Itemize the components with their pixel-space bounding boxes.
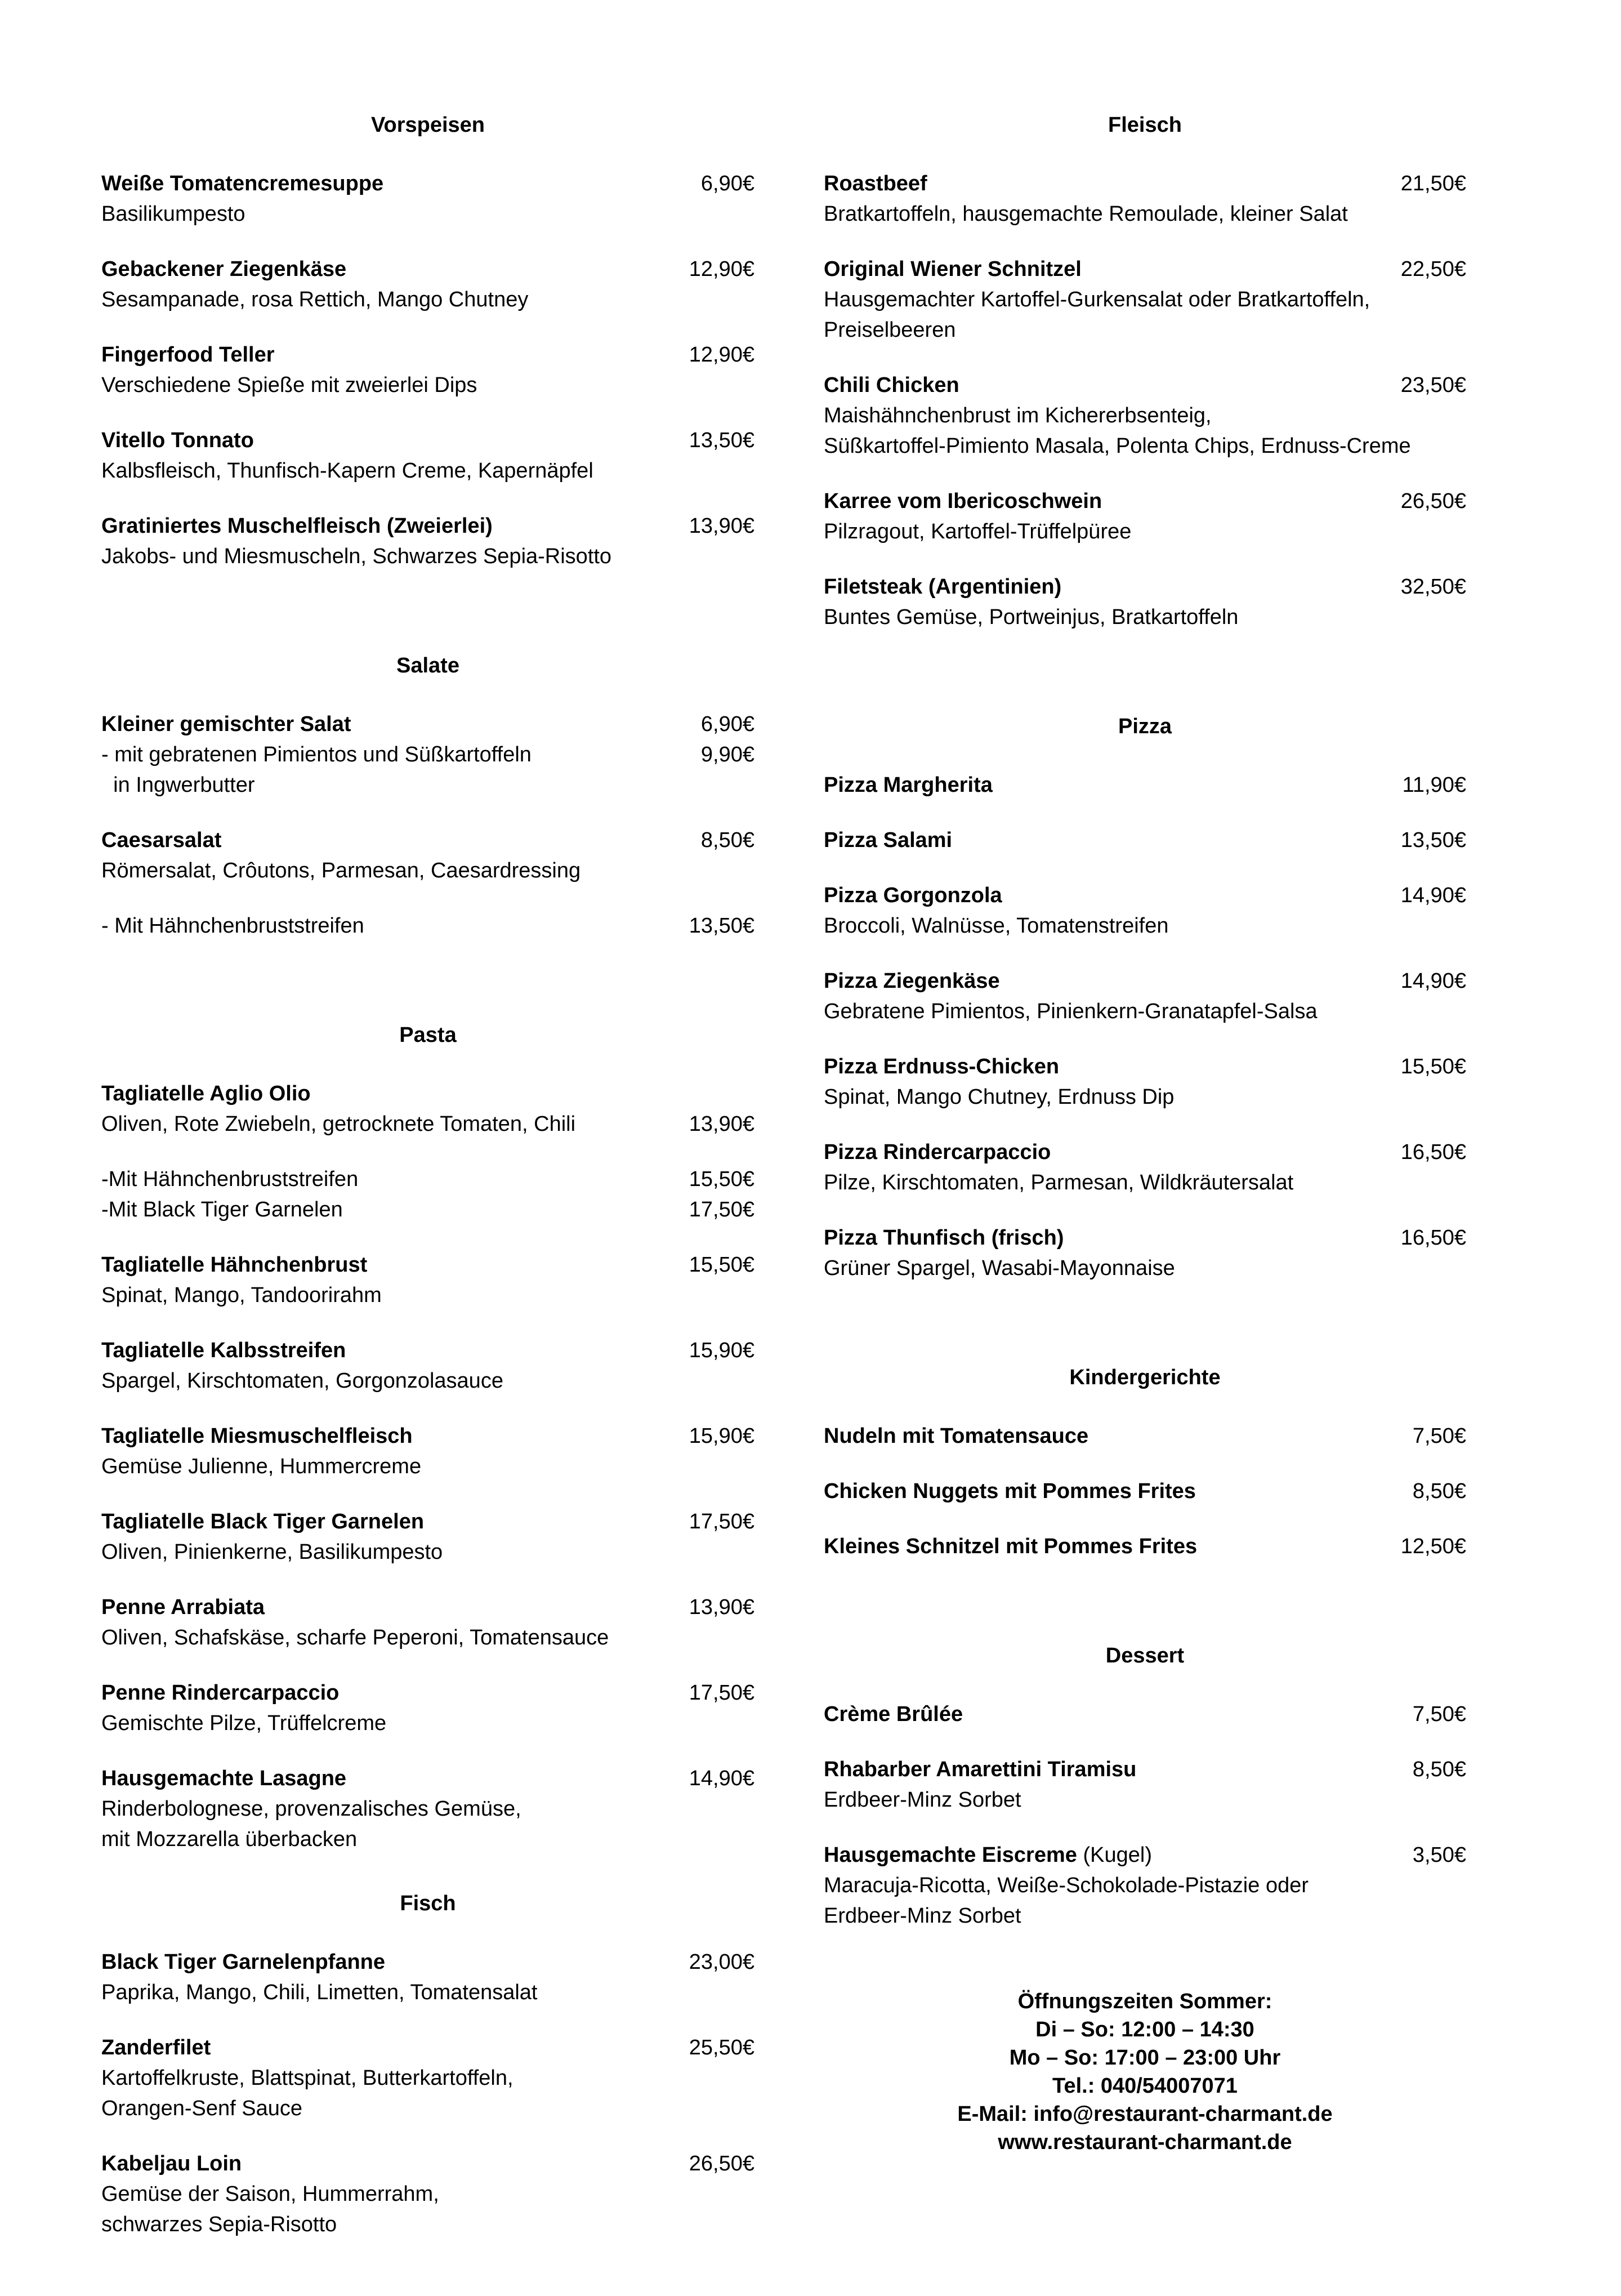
item-description: schwarzes Sepia-Risotto [101, 2213, 337, 2236]
item-description-row [101, 855, 754, 886]
item-description: Sesampanade, rosa Rettich, Mango Chutney [101, 288, 529, 311]
item-title-row [101, 1421, 754, 1451]
item-name: Gebackener Ziegenkäse [101, 257, 347, 281]
item-title-row [101, 1678, 754, 1708]
email-text[interactable]: E-Mail: info@restaurant-charmant.de [957, 2102, 1333, 2126]
item-title-row [824, 1699, 1466, 1729]
menu-item [101, 1164, 754, 1225]
item-description: Oliven, Rote Zwiebeln, getrocknete Tomaten, Chili [101, 1112, 576, 1136]
item-description: - Mit Hähnchenbruststreifen [101, 914, 364, 938]
item-price: 8,50€ [700, 828, 754, 852]
item-name: Pizza Thunfisch (frisch) [824, 1226, 1064, 1250]
item-name: Filetsteak (Argentinien) [824, 575, 1062, 599]
item-price: 6,90€ [700, 712, 754, 736]
menu-item [101, 1078, 754, 1139]
item-description: Kalbsfleisch, Thunfisch-Kapern Creme, Kapernäpfel [101, 459, 593, 483]
item-price: 15,50€ [1400, 1055, 1466, 1078]
item-price: 14,90€ [689, 1767, 754, 1790]
item-description-row [824, 911, 1466, 941]
item-description-row [824, 1870, 1466, 1901]
item-description-row [101, 541, 754, 572]
item-description: Maracuja-Ricotta, Weiße-Schokolade-Pistazie oder [824, 1874, 1309, 1897]
section-pizza [824, 711, 1466, 1283]
item-price: 17,50€ [689, 1681, 754, 1705]
item-name: Original Wiener Schnitzel [824, 257, 1082, 281]
menu-item [101, 2032, 754, 2124]
item-description-row [824, 1785, 1466, 1815]
item-price: 23,00€ [689, 1950, 754, 1974]
item-description: Hausgemachter Kartoffel-Gurkensalat oder Bratkartoffeln, [824, 288, 1370, 311]
item-price: 12,90€ [689, 257, 754, 281]
item-title-row [824, 825, 1466, 855]
item-description: Spargel, Kirschtomaten, Gorgonzolasauce [101, 1369, 503, 1393]
menu-item [824, 254, 1466, 345]
item-description-row [101, 2063, 754, 2093]
item-price: 17,50€ [689, 1198, 754, 1221]
item-price: 8,50€ [1412, 1479, 1466, 1503]
section-heading: Pizza [1118, 715, 1172, 738]
item-title-row [101, 425, 754, 456]
item-description-row [101, 1164, 754, 1194]
menu-item [824, 486, 1466, 547]
item-description: -Mit Black Tiger Garnelen [101, 1198, 343, 1221]
section-heading: Salate [396, 654, 459, 677]
item-name: Fingerfood Teller [101, 343, 275, 367]
item-description-row [101, 1451, 754, 1482]
item-name: Karree vom Ibericoschwein [824, 489, 1102, 513]
menu-item [824, 825, 1466, 855]
menu-item [824, 1223, 1466, 1283]
item-description: Basilikumpesto [101, 202, 245, 226]
item-name: Pizza Gorgonzola [824, 884, 1002, 907]
item-name: Vitello Tonnato [101, 429, 254, 452]
item-description: Spinat, Mango Chutney, Erdnuss Dip [824, 1085, 1175, 1109]
item-description: Oliven, Schafskäse, scharfe Peperoni, Tomatensauce [101, 1626, 609, 1649]
menu-item [101, 2148, 754, 2240]
item-description-row [101, 1824, 754, 1854]
item-title-row [824, 1051, 1466, 1082]
item-title-row [101, 1078, 754, 1109]
item-description-row [101, 2093, 754, 2124]
item-price: 16,50€ [1400, 1226, 1466, 1250]
item-title-row [101, 168, 754, 199]
item-description: Gemischte Pilze, Trüffelcreme [101, 1711, 387, 1735]
item-price: 26,50€ [1400, 489, 1466, 513]
menu-item [101, 1250, 754, 1310]
item-title-row [101, 2032, 754, 2063]
menu-item [101, 1335, 754, 1396]
item-description-row [101, 456, 754, 486]
item-price: 16,50€ [1400, 1140, 1466, 1164]
item-name: Pizza Ziegenkäse [824, 969, 1000, 993]
menu-item [824, 1531, 1466, 1562]
item-description-row [101, 370, 754, 400]
item-description-row [101, 199, 754, 229]
item-description: Erdbeer-Minz Sorbet [824, 1904, 1021, 1928]
item-title-row [101, 1250, 754, 1280]
item-price: 7,50€ [1412, 1702, 1466, 1726]
item-price: 13,50€ [689, 429, 754, 452]
item-title-row [824, 370, 1466, 400]
item-title-row [101, 254, 754, 284]
item-description-row [101, 1708, 754, 1738]
item-description: Orangen-Senf Sauce [101, 2097, 303, 2120]
item-description-row [824, 516, 1466, 547]
item-name: Tagliatelle Aglio Olio [101, 1082, 311, 1105]
menu-item [824, 168, 1466, 229]
item-description-row [101, 1366, 754, 1396]
item-name: Black Tiger Garnelenpfanne [101, 1950, 386, 1974]
menu-item [101, 825, 754, 886]
item-name-suffix: (Kugel) [1077, 1843, 1152, 1867]
item-price: 22,50€ [1400, 257, 1466, 281]
item-description-row [824, 284, 1466, 315]
item-description-row [101, 284, 754, 315]
item-description: Kartoffelkruste, Blattspinat, Butterkartoffeln, [101, 2066, 513, 2090]
menu-item [824, 966, 1466, 1027]
item-description-row [824, 996, 1466, 1027]
item-price: 17,50€ [689, 1510, 754, 1533]
item-title-row [101, 709, 754, 739]
item-title-row [824, 880, 1466, 911]
item-title-row [824, 1476, 1466, 1506]
item-price: 14,90€ [1400, 969, 1466, 993]
item-description: Paprika, Mango, Chili, Limetten, Tomatensalat [101, 1981, 538, 2004]
menu-item [101, 254, 754, 315]
item-title-row [824, 1421, 1466, 1451]
item-price: 9,90€ [700, 743, 754, 766]
menu-item [101, 425, 754, 486]
item-description: mit Mozzarella überbacken [101, 1827, 358, 1851]
section-heading: Fleisch [1108, 113, 1182, 137]
item-price: 7,50€ [1412, 1424, 1466, 1448]
item-description: Gebratene Pimientos, Pinienkern-Granatapfel-Salsa [824, 1000, 1318, 1023]
item-price: 12,50€ [1400, 1535, 1466, 1558]
menu-item [824, 1137, 1466, 1198]
item-description: Süßkartoffel-Pimiento Masala, Polenta Chips, Erdnuss-Creme [824, 434, 1411, 458]
item-description-row [824, 315, 1466, 345]
item-title-row [101, 511, 754, 541]
item-price: 15,90€ [689, 1339, 754, 1362]
item-name: Chicken Nuggets mit Pommes Frites [824, 1479, 1196, 1503]
item-description: Spinat, Mango, Tandoorirahm [101, 1283, 382, 1307]
item-title-row [824, 770, 1466, 800]
item-name: Penne Arrabiata [101, 1595, 265, 1619]
item-name: Kabeljau Loin [101, 2152, 242, 2175]
item-price: 3,50€ [1412, 1843, 1466, 1867]
item-name: Gratiniertes Muschelfleisch (Zweierlei) [101, 514, 493, 538]
item-description-row [824, 1167, 1466, 1198]
item-description-row [824, 431, 1466, 461]
item-name: Roastbeef [824, 172, 927, 195]
section-vorspeisen [101, 110, 754, 572]
item-description-row [101, 1194, 754, 1225]
item-name: Tagliatelle Hähnchenbrust [101, 1253, 368, 1277]
item-description: Gemüse der Saison, Hummerrahm, [101, 2182, 439, 2206]
item-description-row [101, 1280, 754, 1310]
item-title-row [101, 825, 754, 855]
section-heading: Kindergerichte [1069, 1366, 1221, 1389]
sections-right [824, 110, 1466, 1931]
item-price: 13,90€ [689, 1112, 754, 1136]
item-name: Tagliatelle Black Tiger Garnelen [101, 1510, 425, 1533]
item-description: Pilze, Kirschtomaten, Parmesan, Wildkräutersalat [824, 1171, 1294, 1194]
item-description: Jakobs- und Miesmuscheln, Schwarzes Sepia-Risotto [101, 545, 612, 568]
item-description-row [101, 2209, 754, 2240]
item-name: Kleiner gemischter Salat [101, 712, 351, 736]
opening-hours-line: Mo – So: 17:00 – 23:00 Uhr [1009, 2046, 1281, 2070]
item-name: Pizza Salami [824, 828, 953, 852]
menu-item [101, 168, 754, 229]
opening-hours-line: Tel.: 040/54007071 [1052, 2074, 1238, 2098]
item-price: 15,50€ [689, 1167, 754, 1191]
item-price: 21,50€ [1400, 172, 1466, 195]
item-name: Pizza Rindercarpaccio [824, 1140, 1051, 1164]
item-title-row [101, 1506, 754, 1537]
item-description-row [101, 770, 754, 800]
item-description-row [824, 1901, 1466, 1931]
item-price: 15,90€ [689, 1424, 754, 1448]
item-description-row [101, 1109, 754, 1139]
menu-item [824, 572, 1466, 632]
menu-column-left [101, 110, 754, 2264]
menu-item [101, 1947, 754, 2008]
item-name: Kleines Schnitzel mit Pommes Frites [824, 1535, 1198, 1558]
item-title-row [824, 254, 1466, 284]
section-fisch [101, 1888, 754, 2240]
item-title-row [101, 2148, 754, 2179]
sections-left [101, 110, 754, 2240]
opening-hours-line: Di – So: 12:00 – 14:30 [1035, 2018, 1254, 2041]
item-name: Rhabarber Amarettini Tiramisu [824, 1758, 1137, 1781]
item-description: - mit gebratenen Pimientos und Süßkartoffeln [101, 743, 532, 766]
opening-hours-block [824, 1987, 1466, 2156]
item-description: Buntes Gemüse, Portweinjus, Bratkartoffeln [824, 605, 1239, 629]
item-price: 13,90€ [689, 1595, 754, 1619]
menu-item [824, 1840, 1466, 1931]
menu-item [824, 1051, 1466, 1112]
menu-item [101, 911, 754, 941]
item-description-row [101, 1977, 754, 2008]
item-description: Pilzragout, Kartoffel-Trüffelpüree [824, 520, 1132, 543]
menu-item [101, 1421, 754, 1482]
item-title-row [101, 1763, 754, 1794]
section-fleisch [824, 110, 1466, 632]
item-description: Erdbeer-Minz Sorbet [824, 1788, 1021, 1812]
menu-item [101, 1763, 754, 1854]
item-description: -Mit Hähnchenbruststreifen [101, 1167, 359, 1191]
item-description-row [101, 2179, 754, 2209]
menu-item [101, 1506, 754, 1567]
menu-item [824, 370, 1466, 461]
item-name: Tagliatelle Kalbsstreifen [101, 1339, 346, 1362]
menu-item [101, 709, 754, 800]
item-name: Hausgemachte Eiscreme [824, 1843, 1077, 1867]
menu-item [101, 340, 754, 400]
item-title-row [824, 572, 1466, 602]
menu-item [101, 511, 754, 572]
item-title-row [101, 1947, 754, 1977]
item-title-row [101, 1592, 754, 1622]
item-price: 8,50€ [1412, 1758, 1466, 1781]
item-name: Caesarsalat [101, 828, 222, 852]
item-description-row [824, 1082, 1466, 1112]
item-name: Weiße Tomatencremesuppe [101, 172, 384, 195]
item-title-row [824, 1137, 1466, 1167]
item-title-row [101, 340, 754, 370]
item-price: 12,90€ [689, 343, 754, 367]
item-description-row [824, 602, 1466, 632]
item-description: Rinderbolognese, provenzalisches Gemüse, [101, 1797, 521, 1821]
item-title-row [101, 1335, 754, 1366]
section-heading: Dessert [1105, 1644, 1185, 1668]
menu-item [101, 1592, 754, 1653]
item-description-row [101, 1537, 754, 1567]
section-pasta [101, 1020, 754, 1854]
item-description: Preiselbeeren [824, 318, 956, 342]
item-description: in Ingwerbutter [101, 773, 255, 797]
item-name: Penne Rindercarpaccio [101, 1681, 340, 1705]
item-price: 11,90€ [1402, 773, 1466, 797]
item-name: Crème Brûlée [824, 1702, 963, 1726]
item-name: Nudeln mit Tomatensauce [824, 1424, 1089, 1448]
item-description: Verschiedene Spieße mit zweierlei Dips [101, 373, 477, 397]
item-description-row [101, 911, 754, 941]
item-price: 25,50€ [689, 2036, 754, 2059]
item-description: Broccoli, Walnüsse, Tomatenstreifen [824, 914, 1169, 938]
item-price: 15,50€ [689, 1253, 754, 1277]
section-heading: Fisch [400, 1892, 456, 1915]
item-description: Grüner Spargel, Wasabi-Mayonnaise [824, 1256, 1175, 1280]
website-text[interactable]: www.restaurant-charmant.de [998, 2130, 1292, 2154]
opening-hours-line: Öffnungszeiten Sommer: [1017, 1990, 1272, 2013]
section-dessert [824, 1640, 1466, 1931]
item-price: 23,50€ [1400, 373, 1466, 397]
section-heading: Vorspeisen [370, 113, 485, 137]
item-name: Hausgemachte Lasagne [101, 1767, 347, 1790]
item-description-row [824, 400, 1466, 431]
item-price: 14,90€ [1400, 884, 1466, 907]
item-price: 26,50€ [689, 2152, 754, 2175]
item-description-row [101, 1794, 754, 1824]
item-description-row [101, 739, 754, 770]
item-title-row [824, 1840, 1466, 1870]
item-description: Römersalat, Crôutons, Parmesan, Caesardressing [101, 859, 581, 882]
item-name: Chili Chicken [824, 373, 959, 397]
item-price: 13,50€ [689, 914, 754, 938]
item-description-row [824, 1253, 1466, 1283]
item-description-row [101, 1622, 754, 1653]
item-title-row [824, 486, 1466, 516]
item-title-row [824, 1223, 1466, 1253]
item-price: 13,90€ [689, 514, 754, 538]
menu-item [824, 1476, 1466, 1506]
menu-item [824, 770, 1466, 800]
menu-item [824, 1754, 1466, 1815]
menu-column-right [824, 110, 1466, 2156]
item-price: 13,50€ [1400, 828, 1466, 852]
item-name: Pizza Erdnuss-Chicken [824, 1055, 1060, 1078]
item-description: Oliven, Pinienkerne, Basilikumpesto [101, 1540, 443, 1564]
menu-item [101, 1678, 754, 1738]
item-description-row [824, 199, 1466, 229]
item-description: Gemüse Julienne, Hummercreme [101, 1455, 422, 1478]
menu-item [824, 880, 1466, 941]
item-description: Bratkartoffeln, hausgemachte Remoulade, kleiner Salat [824, 202, 1348, 226]
section-kindergerichte [824, 1362, 1466, 1562]
section-heading: Pasta [399, 1023, 457, 1047]
menu-item [824, 1699, 1466, 1729]
item-title-row [824, 966, 1466, 996]
section-salate [101, 650, 754, 941]
item-price: 32,50€ [1400, 575, 1466, 599]
item-price: 6,90€ [700, 172, 754, 195]
item-description: Maishähnchenbrust im Kichererbsenteig, [824, 404, 1212, 427]
menu-item [824, 1421, 1466, 1451]
item-title-row [824, 1531, 1466, 1562]
item-title-row [824, 1754, 1466, 1785]
item-title-row [824, 168, 1466, 199]
item-name: Tagliatelle Miesmuschelfleisch [101, 1424, 413, 1448]
item-name: Pizza Margherita [824, 773, 993, 797]
item-name: Zanderfilet [101, 2036, 211, 2059]
